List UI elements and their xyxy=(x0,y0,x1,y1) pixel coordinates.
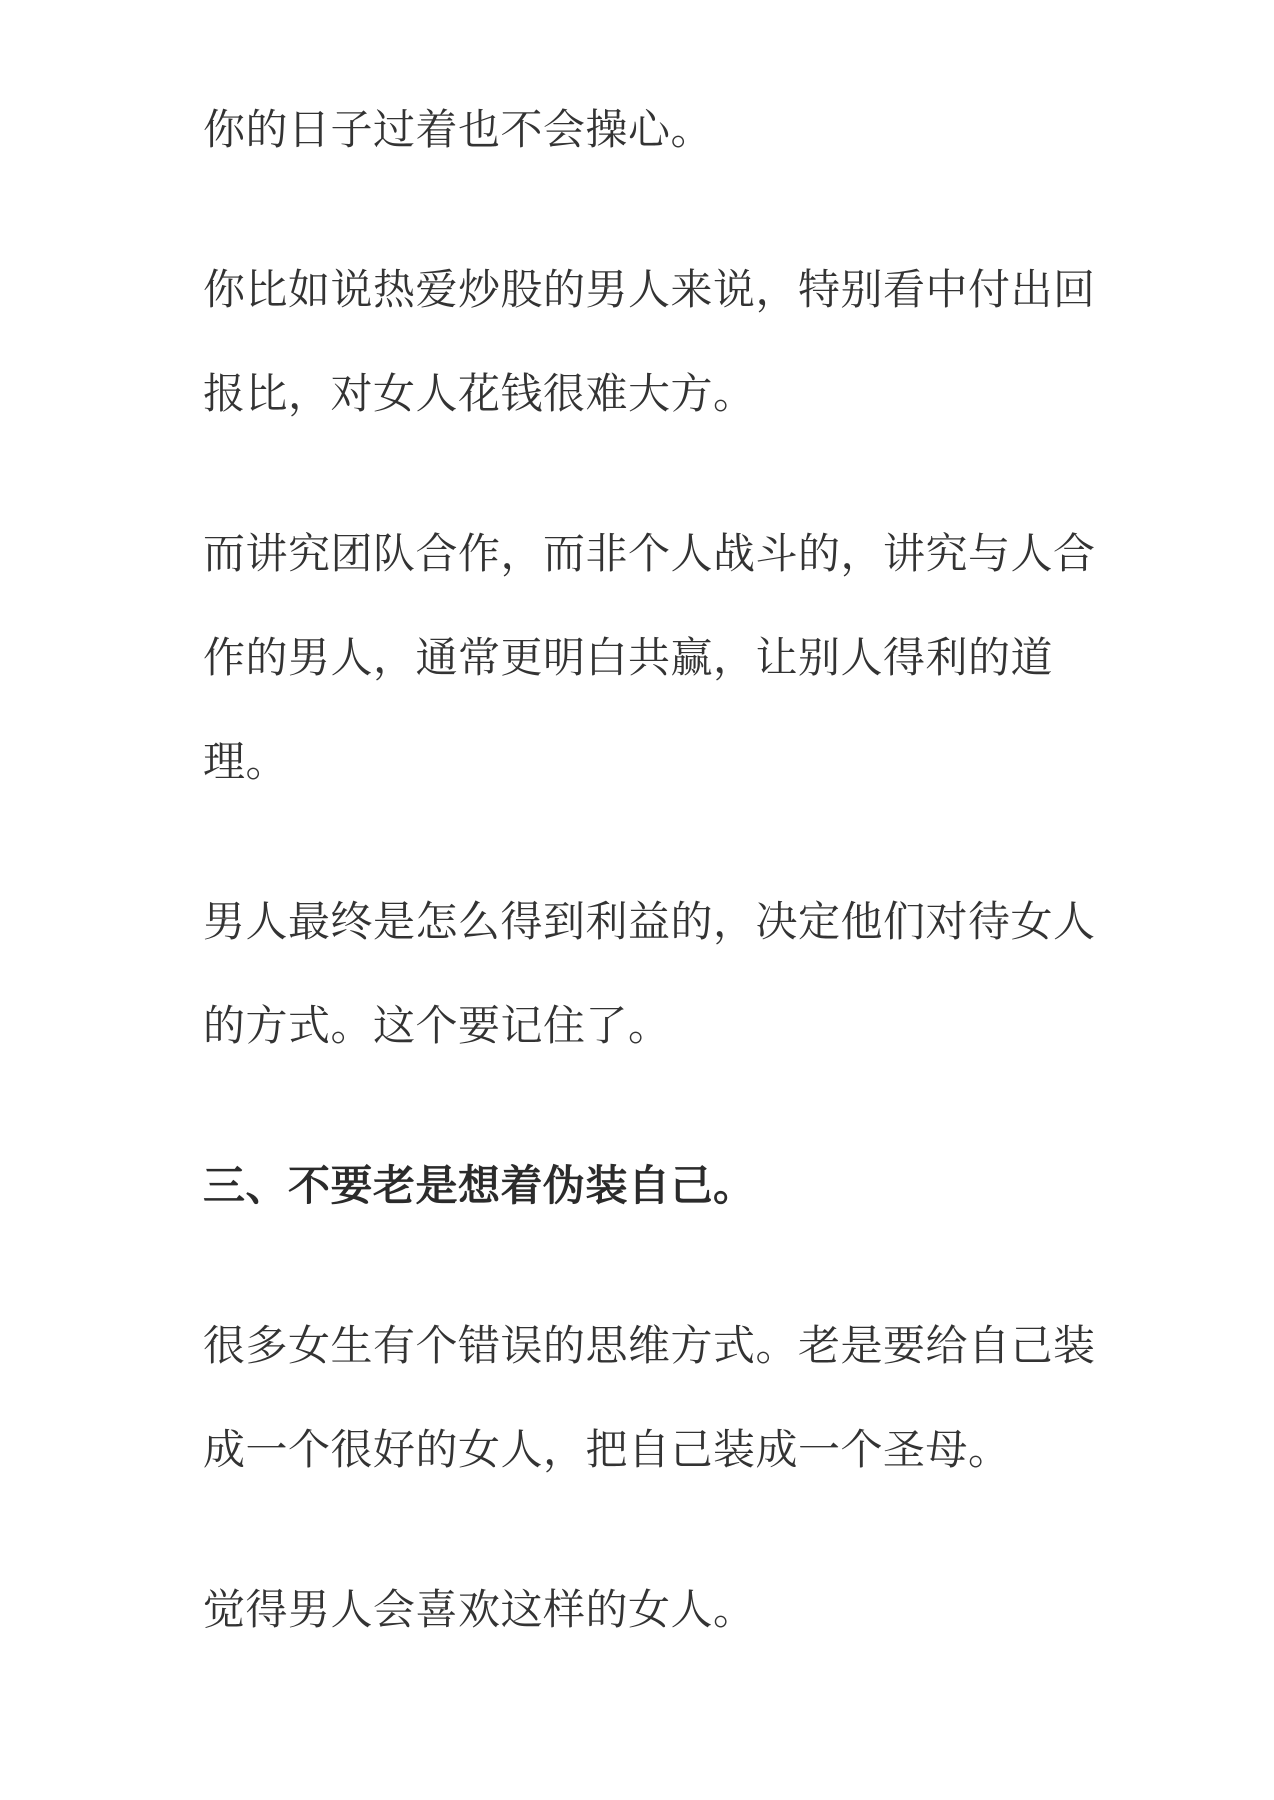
paragraph xyxy=(203,238,1096,446)
paragraph-line: 你比如说热爱炒股的男人来说，特别看中付出回 xyxy=(203,265,1096,314)
paragraph-line: 的方式。这个要记住了。 xyxy=(203,1001,671,1050)
paragraph-line: 你的日子过着也不会操心。 xyxy=(203,105,714,154)
paragraph-line: 很多女生有个错误的思维方式。老是要给自己装 xyxy=(203,1321,1096,1370)
paragraph-line: 觉得男人会喜欢这样的女人。 xyxy=(203,1585,756,1634)
section-heading xyxy=(203,1134,1083,1238)
article-body xyxy=(203,78,1096,1718)
paragraph-line: 而讲究团队合作，而非个人战斗的，讲究与人合 xyxy=(203,529,1096,578)
paragraph xyxy=(203,1294,1096,1502)
paragraph-line: 作的男人，通常更明白共赢，让别人得利的道 xyxy=(203,633,1054,682)
paragraph xyxy=(203,870,1096,1078)
paragraph-line: 男人最终是怎么得到利益的，决定他们对待女人 xyxy=(203,897,1096,946)
paragraph-line: 成一个很好的女人，把自己装成一个圣母。 xyxy=(203,1425,1011,1474)
paragraph-line: 理。 xyxy=(203,737,289,786)
section-heading-line: 三、不要老是想着伪装自己。 xyxy=(203,1161,756,1210)
paragraph xyxy=(203,1558,1083,1662)
paragraph xyxy=(203,502,1096,814)
paragraph-line: 报比，对女人花钱很难大方。 xyxy=(203,369,756,418)
paragraph xyxy=(203,78,1083,182)
